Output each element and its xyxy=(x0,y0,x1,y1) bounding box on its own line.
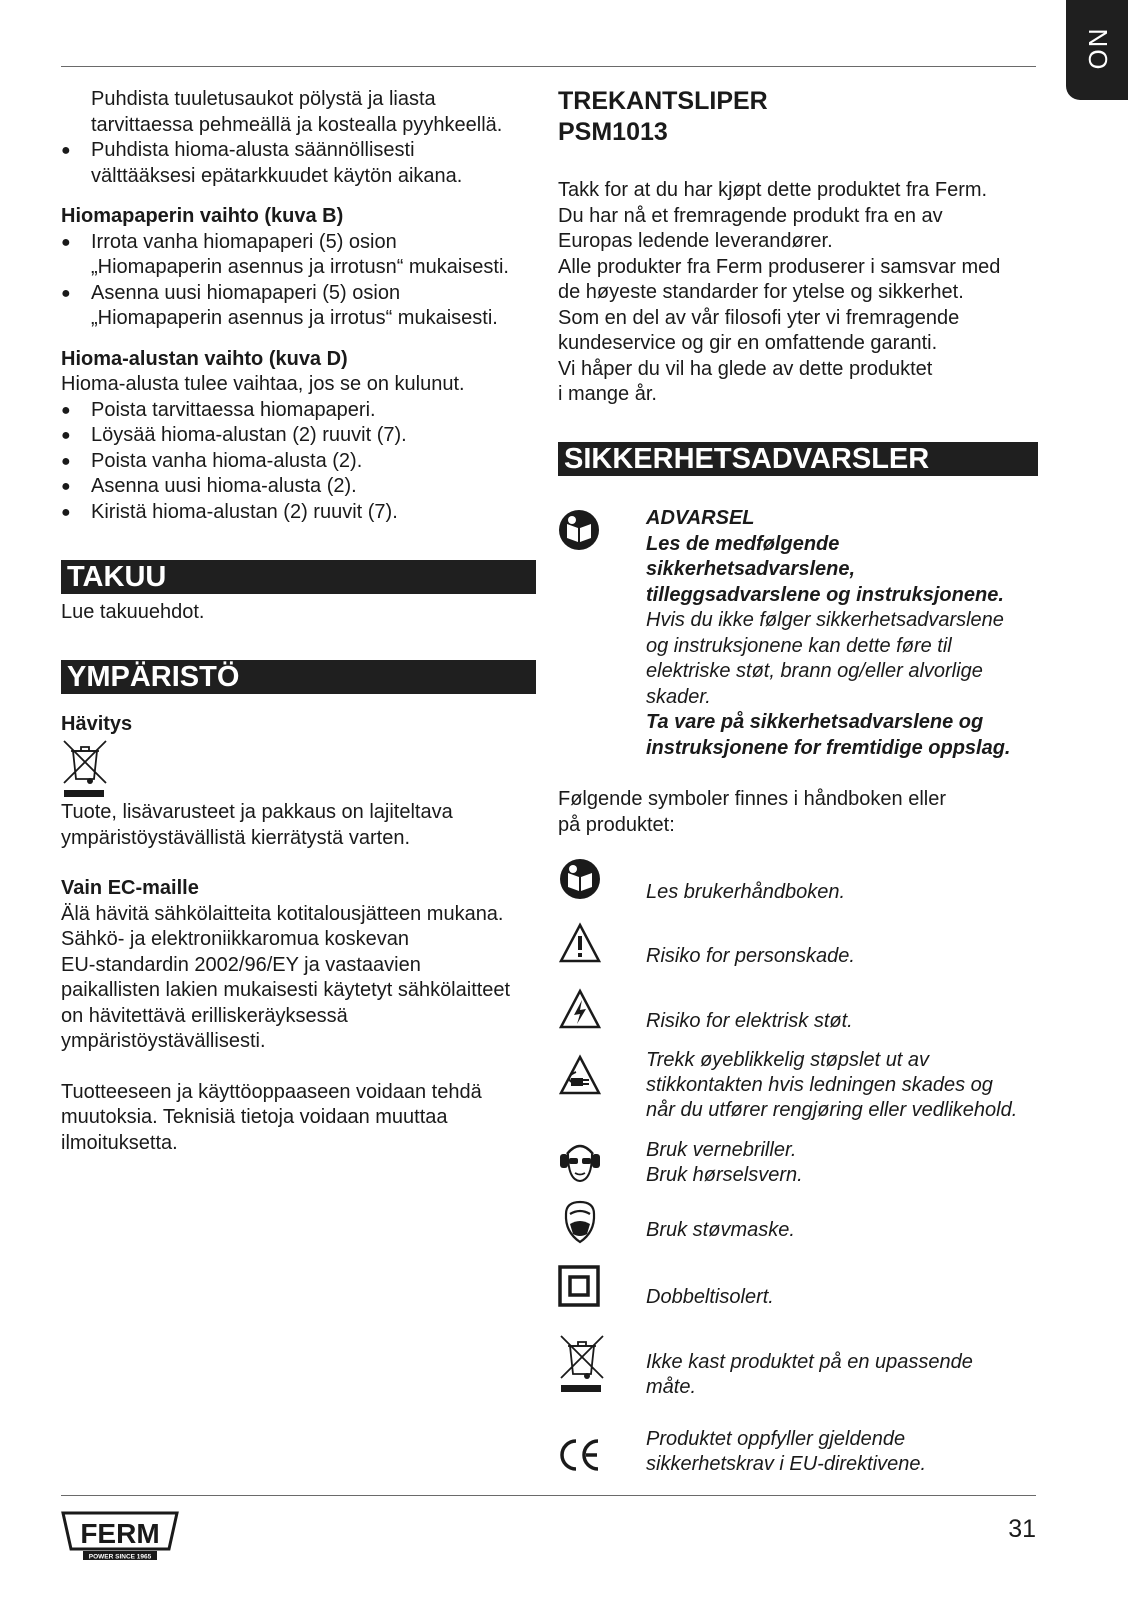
section-heading: Hiomapaperin vaihto (kuva B) xyxy=(61,205,344,227)
text-line: Sähkö- ja elektroniikkaromua koskevan xyxy=(61,928,409,950)
manual-icon xyxy=(558,857,604,903)
text-line: Ta vare på sikkerhetsadvarslene og xyxy=(646,711,984,733)
symbol-text: Dobbeltisolert. xyxy=(646,1286,774,1308)
weee-bin-icon xyxy=(61,737,536,800)
left-column xyxy=(61,87,536,1156)
bottom-rule xyxy=(61,1495,1036,1496)
page-number: 31 xyxy=(1008,1515,1036,1543)
text-line: og instruksjonene kan dette føre til xyxy=(646,634,952,657)
ferm-logo xyxy=(61,1511,179,1569)
safety-heading: SIKKERHETSADVARSLER xyxy=(558,442,1038,476)
text-line: ympäristöystävällisesti. xyxy=(61,1030,266,1052)
text-line: de høyeste standarder for ytelse og sikkerhet. xyxy=(558,281,964,303)
symbol-text: når du utfører rengjøring eller vedlikehold. xyxy=(646,1099,1018,1121)
text-line: tilleggsadvarslene og instruksjonene. xyxy=(646,583,1004,606)
goggles-earmuffs-icon xyxy=(558,1138,604,1184)
weee-bin-icon xyxy=(558,1332,606,1396)
dust-mask-icon xyxy=(558,1200,604,1246)
list-item: ● Puhdista hioma-alusta säännöllisesti xyxy=(61,138,536,164)
list-item: ● Irrota vanha hiomapaperi (5) osion xyxy=(61,230,536,256)
symbol-text: Ikke kast produktet på en upassende xyxy=(646,1351,973,1373)
symbols-intro xyxy=(558,787,1028,838)
text-line: kundeservice og gir en omfattende garanti. xyxy=(558,332,938,354)
section-heading: Vain EC-maille xyxy=(61,877,199,899)
symbol-text: sikkerhetskrav i EU-direktivene. xyxy=(646,1453,927,1475)
symbol-text: Risiko for elektrisk støt. xyxy=(646,1010,853,1032)
text-line: Hioma-alusta tulee vaihtaa, jos se on kulunut. xyxy=(61,373,465,395)
text-line: Vi håper du vil ha glede av dette produktet xyxy=(558,357,933,380)
text-line: elektriske støt, brann og/eller alvorlige xyxy=(646,660,983,682)
text-line: Hvis du ikke følger sikkerhetsadvarslene xyxy=(646,609,1004,631)
text-line: „Hiomapaperin asennus ja irrotusn“ mukaisesti. xyxy=(91,256,509,278)
takuu-text: Lue takuuehdot. xyxy=(61,601,205,623)
text-line: on hävitettävä erilliskeräyksessä xyxy=(61,1004,348,1027)
list-item: ● Löysää hioma-alustan (2) ruuvit (7). xyxy=(61,423,536,449)
warning-triangle-icon xyxy=(558,922,604,968)
text-line: Som en del av vår filosofi yter vi fremragende xyxy=(558,306,960,329)
text-line: instruksjonene for fremtidige oppslag. xyxy=(646,736,1011,759)
symbol-text: Trekk øyeblikkelig støpslet ut av xyxy=(646,1049,930,1071)
symbol-text: Risiko for personskade. xyxy=(646,945,855,967)
text-line: Alle produkter fra Ferm produserer i samsvar med xyxy=(558,255,1001,278)
double-insulated-icon xyxy=(558,1265,604,1311)
product-model: PSM1013 xyxy=(558,118,668,146)
right-column xyxy=(558,86,1038,476)
language-tab-label: NO xyxy=(1082,28,1113,72)
symbol-text: måte. xyxy=(646,1376,697,1398)
text-line: i mange år. xyxy=(558,383,657,405)
takuu-heading: TAKUU xyxy=(61,560,536,594)
svg-text:POWER SINCE 1965: POWER SINCE 1965 xyxy=(88,1553,152,1561)
list-item: ● Poista tarvittaessa hiomapaperi. xyxy=(61,398,536,424)
text-line: ympäristöystävällistä kierrätystä varten. xyxy=(61,826,411,849)
text-line: Takk for at du har kjøpt dette produktet fra Ferm. xyxy=(558,179,988,201)
text-line: Europas ledende leverandører. xyxy=(558,230,833,252)
symbol-text: Produktet oppfyller gjeldende xyxy=(646,1428,906,1450)
list-item: ● Kiristä hioma-alustan (2) ruuvit (7). xyxy=(61,500,536,526)
symbol-text: Bruk vernebriller. xyxy=(646,1139,797,1161)
list-item: ● Asenna uusi hiomapaperi (5) osion xyxy=(61,281,536,307)
text-line: skader. xyxy=(646,685,711,708)
list-item: ● Asenna uusi hioma-alusta (2). xyxy=(61,474,536,500)
electric-shock-icon xyxy=(558,988,604,1034)
text-line: EU-standardin 2002/96/EY ja vastaavien xyxy=(61,953,421,976)
text-line: Puhdista tuuletusaukot pölystä ja liasta xyxy=(91,88,436,110)
product-title: TREKANTSLIPER xyxy=(558,87,768,115)
text-line: muutoksia. Teknisiä tietoja voidaan muuttaa xyxy=(61,1106,448,1128)
text-line: Älä hävitä sähkölaitteita kotitalousjätteen mukana. xyxy=(61,902,504,925)
svg-text:FERM: FERM xyxy=(80,1518,160,1549)
section-heading: Hävitys xyxy=(61,712,133,735)
text-line: Du har nå et fremragende produkt fra en av xyxy=(558,204,943,227)
section-heading: Hioma-alustan vaihto (kuva D) xyxy=(61,347,348,370)
manual-icon xyxy=(557,508,601,560)
text-line: sikkerhetsadvarslene, xyxy=(646,558,856,580)
ymparisto-heading: YMPÄRISTÖ xyxy=(61,660,536,694)
text-line: Tuotteeseen ja käyttöoppaaseen voidaan tehdä xyxy=(61,1080,482,1103)
text-line: på produktet: xyxy=(558,813,675,836)
symbol-text: Bruk støvmaske. xyxy=(646,1219,795,1241)
warning-label: ADVARSEL xyxy=(646,507,755,529)
symbol-text: stikkontakten hvis ledningen skades og xyxy=(646,1074,993,1096)
symbol-text: Les brukerhåndboken. xyxy=(646,881,846,903)
text-line: välttääksesi epätarkkuudet käytön aikana. xyxy=(91,164,463,187)
ce-mark-icon xyxy=(558,1437,604,1483)
unplug-icon xyxy=(558,1054,604,1100)
text-line: „Hiomapaperin asennus ja irrotus“ mukaisesti. xyxy=(91,307,498,329)
text-line: ilmoituksetta. xyxy=(61,1131,178,1154)
list-item: ● Poista vanha hioma-alusta (2). xyxy=(61,449,536,475)
text-line: Følgende symboler finnes i håndboken eller xyxy=(558,788,946,810)
top-rule xyxy=(61,66,1036,67)
language-tab xyxy=(1066,0,1128,100)
warning-block xyxy=(646,506,1046,761)
text-line: paikallisten lakien mukaisesti käytetyt sähkölaitteet xyxy=(61,979,511,1001)
text-line: Tuote, lisävarusteet ja pakkaus on lajiteltava xyxy=(61,801,453,823)
text-line: Les de medfølgende xyxy=(646,532,840,555)
text-line: tarvittaessa pehmeällä ja kostealla pyyhkeellä. xyxy=(91,113,503,136)
symbol-text: Bruk hørselsvern. xyxy=(646,1164,803,1186)
